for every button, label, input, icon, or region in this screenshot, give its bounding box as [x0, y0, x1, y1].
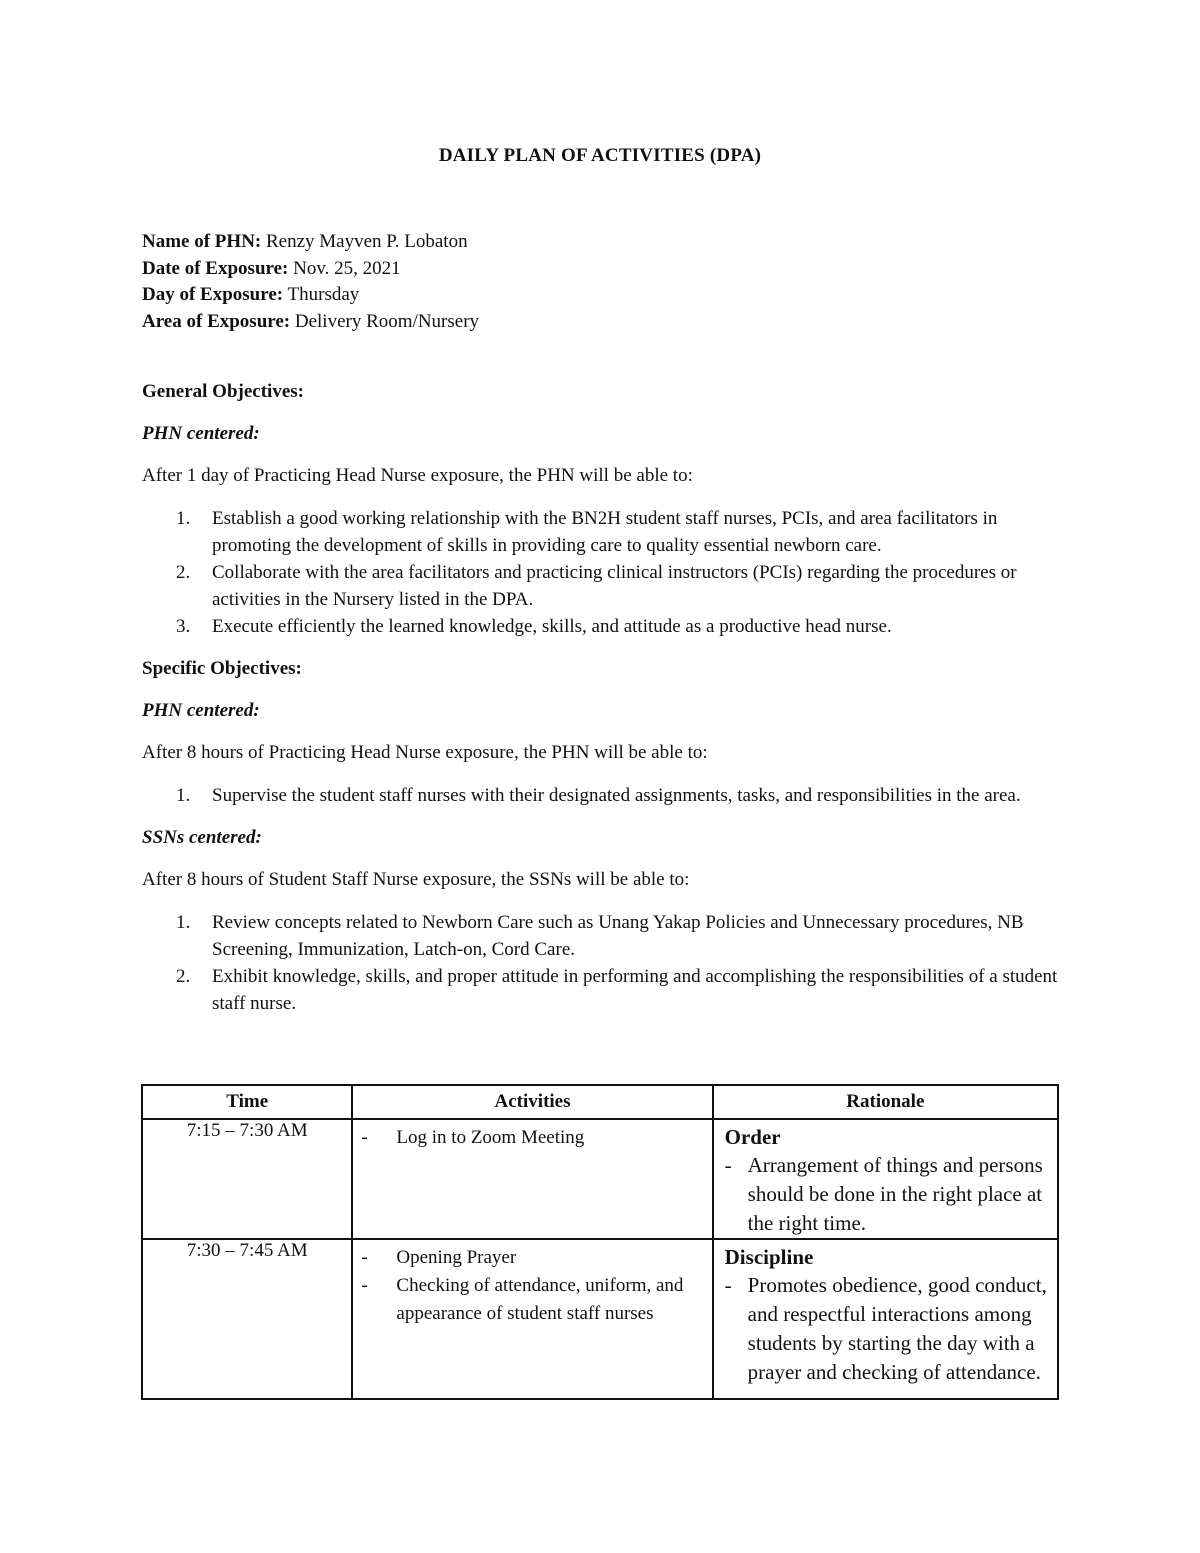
table-header-row [142, 1085, 1058, 1119]
dash-bullet: - [361, 1275, 368, 1296]
list-item [142, 963, 1062, 1017]
activity-text: Log in to Zoom Meeting [396, 1127, 585, 1148]
header-time: Time [142, 1085, 352, 1119]
rationale-item [714, 1151, 1057, 1238]
info-date-label: Date of Exposure: [142, 257, 289, 279]
general-objectives-heading: General Objectives: [142, 381, 304, 402]
list-item [142, 505, 1062, 559]
list-item [142, 909, 1062, 963]
info-date-row [142, 256, 479, 283]
rationale-item [714, 1271, 1057, 1387]
general-phn-subheading: PHN centered: [142, 423, 260, 444]
list-text: Establish a good working relationship with the BN2H student staff nurses, PCIs, and area facilitators in promoting the development of skills in providing care to quality essential newborn care. [212, 508, 998, 556]
document-title: DAILY PLAN OF ACTIVITIES (DPA) [438, 145, 762, 166]
info-area-row [142, 309, 479, 336]
list-number: 1. [176, 508, 191, 529]
dash-bullet: - [361, 1127, 368, 1148]
activities-cell [352, 1239, 712, 1399]
list-number: 1. [176, 912, 191, 933]
list-text: Exhibit knowledge, skills, and proper attitude in performing and accomplishing the responsibilities of a student staff nurse. [212, 966, 1058, 1014]
time-cell: 7:30 – 7:45 AM [142, 1239, 352, 1399]
info-day-row [142, 282, 479, 309]
header-rationale: Rationale [713, 1085, 1058, 1119]
list-item [142, 782, 1062, 809]
specific-phn-list [142, 782, 1062, 809]
specific-objectives-heading: Specific Objectives: [142, 658, 302, 679]
info-block [142, 229, 479, 335]
list-number: 2. [176, 966, 191, 987]
dash-bullet: - [361, 1247, 368, 1268]
info-date-value: Nov. 25, 2021 [293, 257, 401, 279]
list-item [142, 613, 1062, 640]
info-name-row [142, 229, 479, 256]
rationale-text: Arrangement of things and persons should be done in the right place at the right time. [747, 1153, 1043, 1235]
info-day-value: Thursday [287, 284, 360, 305]
table-row [142, 1119, 1058, 1239]
activity-item [353, 1272, 711, 1328]
info-name-value: Renzy Mayven P. Lobaton [266, 231, 468, 252]
activity-text: Checking of attendance, uniform, and appearance of student staff nurses [396, 1275, 684, 1324]
objectives-section [142, 379, 1062, 1017]
specific-ssn-intro: After 8 hours of Student Staff Nurse exposure, the SSNs will be able to: [142, 869, 690, 890]
activity-text: Opening Prayer [396, 1247, 517, 1268]
dash-bullet: - [724, 1153, 732, 1177]
rationale-cell [713, 1119, 1058, 1239]
info-area-value: Delivery Room/Nursery [294, 310, 480, 332]
list-number: 3. [176, 616, 191, 637]
specific-ssn-subheading: SSNs centered: [142, 827, 262, 848]
info-day-label: Day of Exposure: [142, 284, 284, 305]
info-name-label: Name of PHN: [142, 231, 262, 252]
specific-phn-intro: After 8 hours of Practicing Head Nurse exposure, the PHN will be able to: [142, 742, 708, 763]
dash-bullet: - [724, 1273, 732, 1297]
time-cell: 7:15 – 7:30 AM [142, 1119, 352, 1239]
list-text: Collaborate with the area facilitators and practicing clinical instructors (PCIs) regarding the procedures or activities in the Nursery listed in the DPA. [212, 562, 1017, 610]
list-text: Supervise the student staff nurses with their designated assignments, tasks, and responsibilities in the area. [212, 785, 1021, 806]
rationale-title: Discipline [724, 1245, 814, 1269]
list-item [142, 559, 1062, 613]
list-text: Review concepts related to Newborn Care such as Unang Yakap Policies and Unnecessary procedures, NB Screening, Immunization, Latch-on, Cord Care. [212, 912, 1024, 960]
rationale-title: Order [724, 1125, 781, 1149]
general-intro: After 1 day of Practicing Head Nurse exposure, the PHN will be able to: [142, 465, 693, 486]
activity-item [353, 1244, 711, 1272]
specific-ssn-list [142, 909, 1062, 1017]
activity-item [353, 1124, 711, 1152]
info-area-label: Area of Exposure: [142, 310, 291, 332]
activities-cell [352, 1119, 712, 1239]
list-number: 2. [176, 562, 191, 583]
list-number: 1. [176, 785, 191, 806]
header-activities: Activities [352, 1085, 712, 1119]
list-text: Execute efficiently the learned knowledge, skills, and attitude as a productive head nurse. [212, 616, 892, 637]
table-row [142, 1239, 1058, 1399]
activities-table [141, 1084, 1059, 1400]
specific-phn-subheading: PHN centered: [142, 700, 260, 721]
rationale-text: Promotes obedience, good conduct, and respectful interactions among students by starting the day with a prayer and checking of attendance. [747, 1273, 1047, 1384]
general-objectives-list [142, 505, 1062, 640]
rationale-cell [713, 1239, 1058, 1399]
